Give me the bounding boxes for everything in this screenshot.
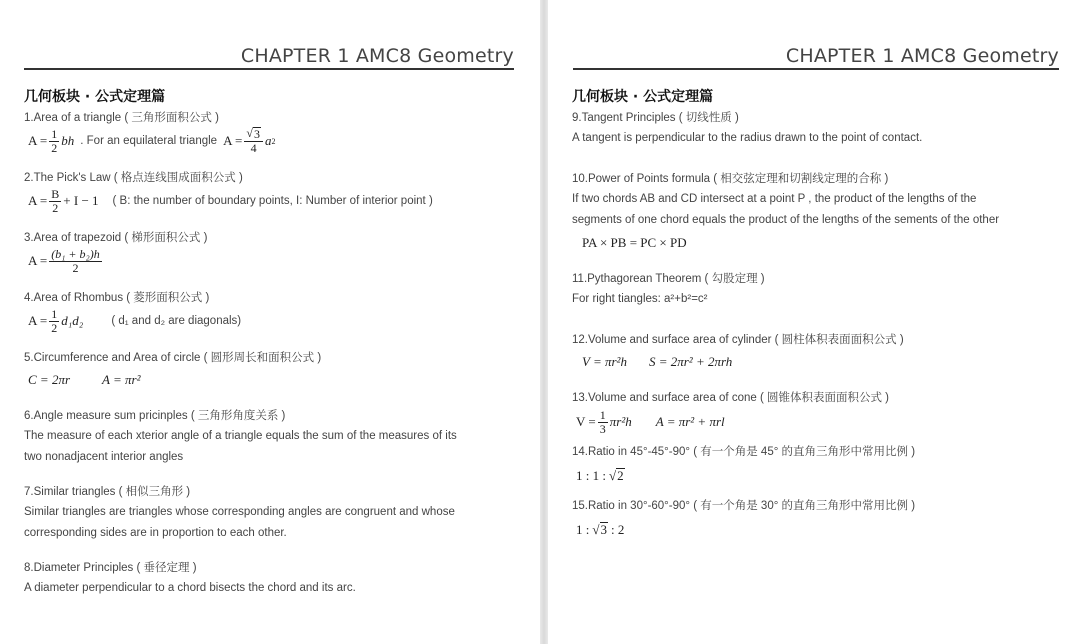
formula-ratio-30: 1 : √ 3 : 2	[576, 522, 625, 537]
formula-cone: V = $\frac{1}{3}$ πr²h A = πr² + πrl	[576, 407, 725, 436]
fraction: $\frac{1}{3}$	[599, 407, 606, 436]
item-title-4: 4.Area of Rhombus ( 菱形面积公式 )	[24, 292, 210, 304]
formula-ratio-45: 1 : 1 : √ 2	[576, 468, 624, 483]
item-title-7: 7.Similar triangles ( 相似三角形 )	[24, 486, 191, 498]
sqrt-icon: √	[246, 126, 253, 140]
formula-power-of-point: PA × PB = PC × PD	[582, 235, 687, 250]
item-title-14: 14.Ratio in 45°-45°-90° ( 有一个角是 45° 的直角三角形中常用比例 )	[572, 446, 916, 458]
fraction: √ 3 4	[244, 127, 263, 155]
item-title-10: 10.Power of Points formula ( 相交弦定理和切割线定理的合称 )	[572, 173, 889, 185]
left-content: 几何板块 · 公式定理篇 1.Area of a triangle ( 三角形面积公式 ) A = $\frac{1}{2}$ bh . For an equilateral triangle A = √ 3 4 a 2 2.The Pick's Law ( 格点连线围成面积公式 ) A = $\frac{B}{2}$ + I − 1 ( B: the number of boundary points, I: Number of interior point ) 3.Area of trapezoid ( 梯形面积公式 ) A = $\frac{\text{(b₁ + b₂)h}}{2}$ 4.Area of Rhombus ( 菱形面积公式 ) A = $\frac{1}{2}$ d₁d₂ ( d₁ and d₂ are diagonals) 5.Circumference and Area of circle ( 圆形周长和面积公式 ) C = 2πr A = πr² 6.Angle measure sum pricinples ( 三角形角度关系 ) The measure of each xterior angle of a triangle equals the sum of the measures of its two nonadjacent interior angles 7.Similar triangles ( 相似三角形 ) Similar triangles are triangles whose corresponding angles are congruent and whose corresponding sides are in proportion to each other. 8.Diameter Principles ( 垂径定理 ) A diameter perpendicular to a chord bisects the chord and its arc.	[24, 86, 524, 599]
item-title-2: 2.The Pick's Law ( 格点连线围成面积公式 )	[24, 172, 243, 184]
item-title-9: 9.Tangent Principles ( 切线性质 )	[572, 112, 739, 124]
formula-circle: C = 2πr A = πr²	[28, 372, 141, 387]
chapter-header: CHAPTER 1 AMC8 Geometry	[24, 44, 514, 70]
item-title-6: 6.Angle measure sum pricinples ( 三角形角度关系 )	[24, 410, 286, 422]
section-title: 几何板块 · 公式定理篇	[24, 89, 166, 105]
item-title-1: 1.Area of a triangle ( 三角形面积公式 )	[24, 112, 219, 124]
fraction: $\frac{\text{(b₁ + b₂)h}}{2}$	[51, 246, 100, 275]
chapter-header: CHAPTER 1 AMC8 Geometry	[573, 44, 1059, 70]
sqrt-icon: √ 2	[608, 468, 624, 483]
fraction: $\frac{1}{2}$	[51, 126, 58, 155]
sqrt-icon: √ 3	[592, 522, 608, 537]
formula-trapezoid-area: A = $\frac{\text{(b₁ + b₂)h}}{2}$	[28, 246, 100, 275]
fraction: $\frac{1}{2}$	[51, 306, 58, 335]
item-title-8: 8.Diameter Principles ( 垂径定理 )	[24, 562, 197, 574]
formula-picks-law: A = $\frac{B}{2}$ + I − 1 ( B: the number of boundary points, I: Number of interior point )	[28, 186, 433, 215]
book-gutter	[540, 0, 548, 644]
formula-triangle-area: A = $\frac{1}{2}$ bh . For an equilateral triangle A = √ 3 4 a 2	[28, 126, 276, 155]
formula-cylinder: V = πr²h S = 2πr² + 2πrh	[582, 354, 733, 369]
section-title: 几何板块 · 公式定理篇	[572, 89, 714, 105]
item-title-13: 13.Volume and surface area of cone ( 圆锥体积表面面积公式 )	[572, 392, 890, 404]
formula-rhombus-area: A = $\frac{1}{2}$ d₁d₂ ( d₁ and d₂ are diagonals)	[28, 306, 242, 335]
fraction: $\frac{B}{2}$	[51, 186, 60, 215]
item-title-15: 15.Ratio in 30°-60°-90° ( 有一个角是 30° 的直角三角形中常用比例 )	[572, 500, 916, 512]
item-title-5: 5.Circumference and Area of circle ( 圆形周长和面积公式 )	[24, 352, 322, 364]
item-title-12: 12.Volume and surface area of cylinder ( 圆柱体积表面面积公式 )	[572, 334, 904, 346]
right-content: 几何板块 · 公式定理篇 9.Tangent Principles ( 切线性质 ) A tangent is perpendicular to the radius drawn to the point of contact. 10.Power of Points formula ( 相交弦定理和切割线定理的合称 ) If two chords AB and CD intersect at a point P , the product of the lengths of the segments of one chord equals the product of the lengths of the sements of the other PA × PB = PC × PD 11.Pythagorean Theorem ( 勾股定理 ) For right tiangles: a²+b²=c² 12.Volume and surface area of cylinder ( 圆柱体积表面面积公式 ) V = πr²h S = 2πr² + 2πrh 13.Volume and surface area of cone ( 圆锥体积表面面积公式 ) V = $\frac{1}{3}$ πr²h A = πr² + πrl 14.Ratio in 45°-45°-90° ( 有一个角是 45° 的直角三角形中常用比例 ) 1 : 1 : √ 2 15.Ratio in 30°-60°-90° ( 有一个角是 30° 的直角三角形中常用比例 ) 1 : √ 3 : 2	[572, 86, 1072, 544]
item-title-3: 3.Area of trapezoid ( 梯形面积公式 )	[24, 232, 208, 244]
right-page	[548, 0, 1080, 644]
item-title-11: 11.Pythagorean Theorem ( 勾股定理 )	[572, 273, 765, 285]
